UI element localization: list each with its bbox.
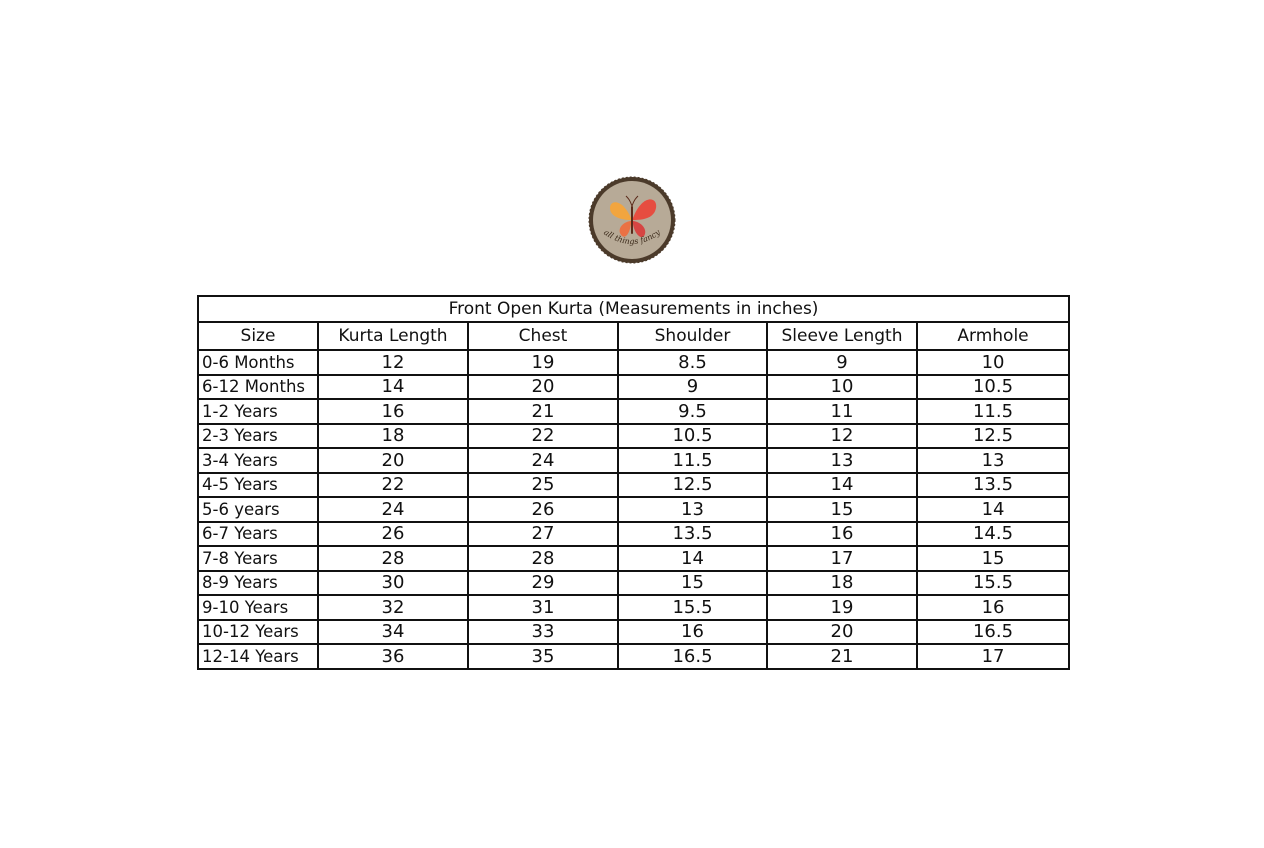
table-row [198, 375, 1069, 400]
measurement-cell: 11.5 [618, 448, 767, 473]
size-cell: 10-12 Years [198, 620, 318, 645]
measurement-cell: 14 [767, 473, 917, 498]
measurement-cell: 13 [767, 448, 917, 473]
butterfly-badge-icon [588, 176, 676, 264]
logo-text: all things fancy [602, 227, 662, 247]
measurement-cell: 16 [318, 399, 468, 424]
size-cell: 5-6 years [198, 497, 318, 522]
measurement-cell: 10 [767, 375, 917, 400]
measurement-cell: 12.5 [917, 424, 1069, 449]
measurement-cell: 12.5 [618, 473, 767, 498]
measurement-cell: 11.5 [917, 399, 1069, 424]
measurement-cell: 36 [318, 644, 468, 669]
measurement-cell: 28 [318, 546, 468, 571]
column-header: Chest [468, 322, 618, 350]
measurement-cell: 16 [618, 620, 767, 645]
measurement-cell: 11 [767, 399, 917, 424]
measurement-cell: 20 [468, 375, 618, 400]
size-cell: 6-12 Months [198, 375, 318, 400]
measurement-cell: 16 [917, 595, 1069, 620]
table-row [198, 595, 1069, 620]
table-body [198, 350, 1069, 669]
measurement-cell: 15 [917, 546, 1069, 571]
measurement-cell: 28 [468, 546, 618, 571]
measurement-cell: 13 [917, 448, 1069, 473]
measurement-cell: 24 [318, 497, 468, 522]
size-chart-table [197, 295, 1070, 670]
table-header-row [198, 322, 1069, 350]
measurement-cell: 18 [767, 571, 917, 596]
table-row [198, 546, 1069, 571]
column-header: Shoulder [618, 322, 767, 350]
measurement-cell: 20 [767, 620, 917, 645]
table-row [198, 620, 1069, 645]
measurement-cell: 19 [767, 595, 917, 620]
measurement-cell: 16.5 [618, 644, 767, 669]
table-row [198, 571, 1069, 596]
measurement-cell: 22 [468, 424, 618, 449]
measurement-cell: 9.5 [618, 399, 767, 424]
measurement-cell: 14 [318, 375, 468, 400]
measurement-cell: 19 [468, 350, 618, 375]
size-cell: 3-4 Years [198, 448, 318, 473]
measurement-cell: 31 [468, 595, 618, 620]
table-row [198, 644, 1069, 669]
measurement-cell: 30 [318, 571, 468, 596]
measurement-cell: 29 [468, 571, 618, 596]
measurement-cell: 18 [318, 424, 468, 449]
measurement-cell: 27 [468, 522, 618, 547]
measurement-cell: 14.5 [917, 522, 1069, 547]
measurement-cell: 10.5 [917, 375, 1069, 400]
measurement-cell: 21 [468, 399, 618, 424]
table-row [198, 497, 1069, 522]
column-header: Sleeve Length [767, 322, 917, 350]
table-title: Front Open Kurta (Measurements in inches) [198, 296, 1069, 322]
measurement-cell: 16 [767, 522, 917, 547]
measurement-cell: 9 [767, 350, 917, 375]
table-row [198, 424, 1069, 449]
column-header: Size [198, 322, 318, 350]
measurement-cell: 22 [318, 473, 468, 498]
measurement-cell: 25 [468, 473, 618, 498]
measurement-cell: 15 [618, 571, 767, 596]
table-row [198, 399, 1069, 424]
measurement-cell: 14 [917, 497, 1069, 522]
table-row [198, 473, 1069, 498]
table-row [198, 448, 1069, 473]
measurement-cell: 14 [618, 546, 767, 571]
measurement-cell: 9 [618, 375, 767, 400]
column-header: Armhole [917, 322, 1069, 350]
measurement-cell: 15.5 [618, 595, 767, 620]
measurement-cell: 21 [767, 644, 917, 669]
size-cell: 0-6 Months [198, 350, 318, 375]
size-cell: 1-2 Years [198, 399, 318, 424]
column-header: Kurta Length [318, 322, 468, 350]
measurement-cell: 16.5 [917, 620, 1069, 645]
size-cell: 2-3 Years [198, 424, 318, 449]
table-row [198, 350, 1069, 375]
measurement-cell: 10 [917, 350, 1069, 375]
measurement-cell: 35 [468, 644, 618, 669]
size-cell: 7-8 Years [198, 546, 318, 571]
measurement-cell: 34 [318, 620, 468, 645]
measurement-cell: 15 [767, 497, 917, 522]
measurement-cell: 12 [767, 424, 917, 449]
table-row [198, 522, 1069, 547]
measurement-cell: 13 [618, 497, 767, 522]
measurement-cell: 33 [468, 620, 618, 645]
measurement-cell: 13.5 [618, 522, 767, 547]
measurement-cell: 8.5 [618, 350, 767, 375]
size-cell: 6-7 Years [198, 522, 318, 547]
measurement-cell: 26 [318, 522, 468, 547]
measurement-cell: 24 [468, 448, 618, 473]
measurement-cell: 12 [318, 350, 468, 375]
measurement-cell: 32 [318, 595, 468, 620]
measurement-cell: 10.5 [618, 424, 767, 449]
size-cell: 12-14 Years [198, 644, 318, 669]
size-cell: 4-5 Years [198, 473, 318, 498]
measurement-cell: 17 [767, 546, 917, 571]
measurement-cell: 26 [468, 497, 618, 522]
size-cell: 8-9 Years [198, 571, 318, 596]
measurement-cell: 13.5 [917, 473, 1069, 498]
brand-logo [588, 176, 676, 264]
measurement-cell: 17 [917, 644, 1069, 669]
measurement-cell: 20 [318, 448, 468, 473]
size-cell: 9-10 Years [198, 595, 318, 620]
measurement-cell: 15.5 [917, 571, 1069, 596]
